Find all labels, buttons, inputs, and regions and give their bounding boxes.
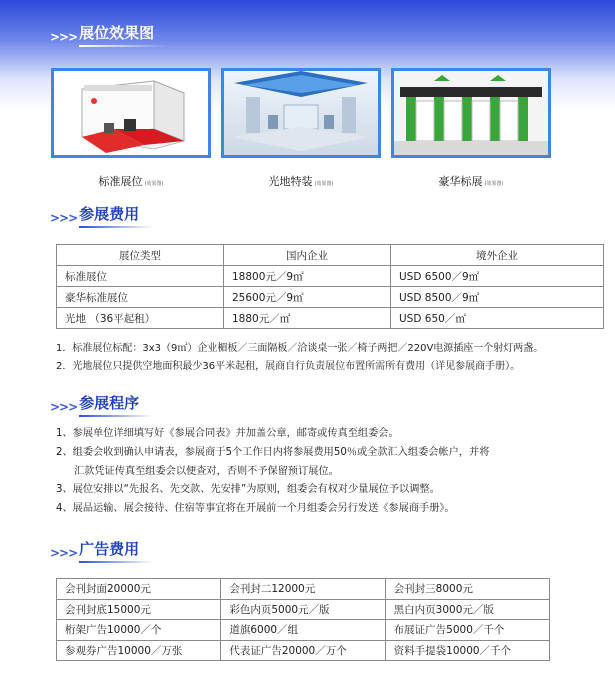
table-cell: 黑白内页3000元／版	[385, 599, 549, 620]
caption-standard	[51, 173, 211, 189]
raw-space-booth-photo	[221, 68, 381, 158]
table-cell: 彩色内页5000元／版	[221, 599, 385, 620]
table-row	[57, 266, 604, 287]
section-title-procedure	[50, 392, 139, 414]
table-cell: 桁架广告10000／个	[57, 620, 221, 641]
table-cell: 参观券广告10000／万张	[57, 640, 221, 661]
fee-notes	[56, 340, 543, 376]
table-row	[57, 287, 604, 308]
caption-text: 标准展位	[98, 175, 143, 188]
table-cell: 代表证广告20000／万个	[221, 640, 385, 661]
section-arrows: >>>	[50, 30, 78, 44]
section-title-fees	[50, 203, 139, 225]
table-cell: 25600元／9㎡	[224, 287, 391, 308]
table-row	[57, 640, 550, 661]
table-row	[57, 620, 550, 641]
table-cell: 会刊封面20000元	[57, 579, 221, 600]
table-cell: 标准展位	[57, 266, 224, 287]
standard-booth-photo	[51, 68, 211, 158]
section-arrows: >>>	[50, 546, 78, 560]
procedure-step: 2、组委会收到确认申请表，参展商于5个工作日内将参展费用50％或全款汇入组委会帐户，并将	[56, 446, 490, 458]
caption-note: (效果图)	[314, 181, 334, 187]
section-label: 参展费用	[79, 205, 140, 223]
table-cell: 资料手提袋10000／千个	[385, 640, 549, 661]
section-title-effect	[50, 22, 154, 44]
table-cell: USD 8500／9㎡	[391, 287, 604, 308]
table-cell: 18800元／9㎡	[224, 266, 391, 287]
table-cell: 1880元／㎡	[224, 308, 391, 329]
section-title-ads	[50, 538, 139, 560]
table-cell: 布展证广告5000／千个	[385, 620, 549, 641]
table-cell: 光地 （36平起租）	[57, 308, 224, 329]
table-cell: USD 6500／9㎡	[391, 266, 604, 287]
booth-captions	[51, 173, 551, 189]
section-arrows: >>>	[50, 400, 78, 414]
header-cell: 国内企业	[224, 245, 391, 266]
booth-fee-table	[56, 244, 604, 329]
table-cell: 豪华标准展位	[57, 287, 224, 308]
section-label: 展位效果图	[79, 24, 155, 42]
caption-raw-space	[221, 173, 381, 189]
procedure-step: 1、参展单位详细填写好《参展合同表》并加盖公章，邮寄或传真至组委会。	[56, 428, 399, 439]
header-cell: 展位类型	[57, 245, 224, 266]
booth-photos	[51, 68, 551, 160]
table-cell: 会刊封三8000元	[385, 579, 549, 600]
luxury-booth-photo	[391, 68, 551, 158]
procedure-step: 3、展位安排以“先报名、先交款、先安排”为原则，组委会有权对少量展位予以调整。	[56, 484, 440, 496]
caption-note: (效果图)	[144, 181, 164, 187]
table-cell: 道旗6000／组	[221, 620, 385, 641]
section-label: 广告费用	[79, 540, 140, 558]
section-label: 参展程序	[79, 394, 140, 412]
table-header-row	[57, 245, 604, 266]
table-cell: 会刊封二12000元	[221, 579, 385, 600]
caption-note: (效果图)	[484, 181, 504, 187]
fee-note: 1．标准展位标配：3x3（9㎡）企业楣板／三面隔板／洽谈桌一张／椅子两把／220V电源插座一个射灯两盏。	[56, 343, 544, 354]
table-row	[57, 599, 550, 620]
section-arrows: >>>	[50, 211, 78, 225]
fee-note: 2．光地展位只提供空地面积最少36平米起租，展商自行负责展位布置所需所有费用（详见参展商手册）。	[56, 361, 521, 372]
table-cell: USD 650／㎡	[391, 308, 604, 329]
table-cell: 会刊封底15000元	[57, 599, 221, 620]
procedure-list	[56, 425, 489, 519]
ad-fee-table	[56, 578, 550, 661]
header-cell: 境外企业	[391, 245, 604, 266]
table-row	[57, 579, 550, 600]
caption-luxury	[391, 173, 551, 189]
caption-text: 豪华标展	[438, 175, 483, 188]
procedure-step: 汇款凭证传真至组委会以便查对，否则不予保留预订展位。	[74, 465, 339, 477]
table-row	[57, 308, 604, 329]
caption-text: 光地特装	[268, 175, 313, 188]
procedure-step: 4、展品运输、展会接待、住宿等事宜将在开展前一个月组委会另行发送《参展商手册》。	[56, 503, 455, 515]
